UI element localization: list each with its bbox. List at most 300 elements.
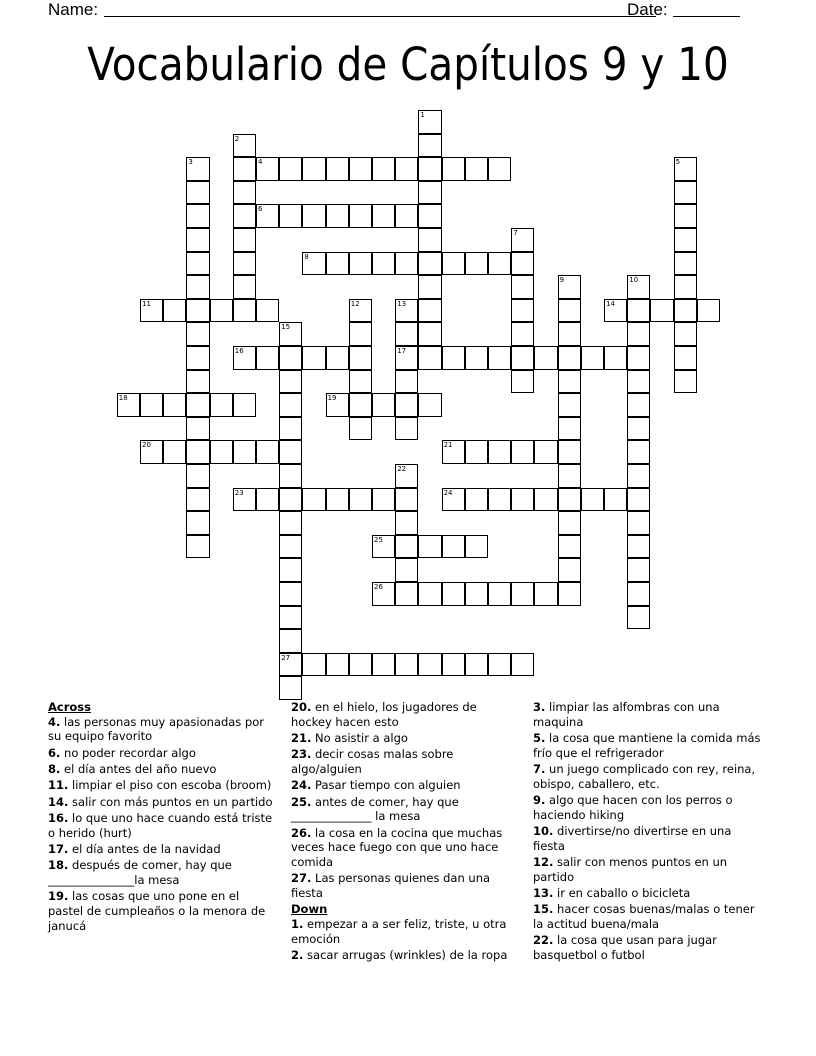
grid-cell[interactable] xyxy=(349,370,372,394)
grid-cell[interactable] xyxy=(302,204,325,228)
grid-cell[interactable] xyxy=(558,535,581,559)
grid-cell[interactable] xyxy=(279,629,302,653)
grid-cell[interactable] xyxy=(534,582,557,606)
grid-cell[interactable] xyxy=(627,511,650,535)
grid-cell[interactable] xyxy=(256,346,279,370)
grid-cell[interactable] xyxy=(465,535,488,559)
grid-cell[interactable] xyxy=(279,488,302,512)
clue-number: 10. xyxy=(533,824,554,838)
clue-number: 27. xyxy=(291,871,312,886)
clue-number: 12. xyxy=(533,855,554,869)
grid-cell[interactable] xyxy=(233,134,256,158)
clue-number: 24. xyxy=(291,778,312,793)
clue-column-1 xyxy=(48,700,276,935)
grid-cell[interactable] xyxy=(372,488,395,512)
grid-cell[interactable] xyxy=(627,322,650,346)
grid-cell[interactable] xyxy=(488,440,511,464)
clue-text: en el hielo, los jugadores de hockey hacen esto xyxy=(291,700,477,729)
grid-cell[interactable] xyxy=(186,204,209,228)
grid-cell[interactable] xyxy=(395,157,418,181)
grid-cell[interactable] xyxy=(372,204,395,228)
clue-number: 17 xyxy=(397,347,407,355)
grid-cell[interactable] xyxy=(256,204,279,228)
grid-cell[interactable] xyxy=(511,370,534,394)
clue-text: salir con menos puntos en un partido xyxy=(533,855,728,884)
grid-cell[interactable] xyxy=(442,440,465,464)
grid-cell[interactable] xyxy=(210,299,233,323)
grid-cell[interactable] xyxy=(558,440,581,464)
grid-cell[interactable] xyxy=(186,511,209,535)
grid-cell[interactable] xyxy=(349,204,372,228)
grid-cell[interactable] xyxy=(511,228,534,252)
clue-item xyxy=(48,715,276,744)
clue-number: 5. xyxy=(533,731,546,745)
clue-text: la cosa en la cocina que muchas veces hace fuego con que uno hace comida xyxy=(291,825,503,869)
grid-cell[interactable] xyxy=(186,181,209,205)
grid-cell[interactable] xyxy=(488,252,511,276)
clue-text: hacer cosas buenas/malas o tener la actitud buena/mala xyxy=(533,902,755,931)
clue-item xyxy=(533,793,761,822)
grid-cell[interactable] xyxy=(534,346,557,370)
clue-number: 4 xyxy=(258,158,263,167)
grid-cell[interactable] xyxy=(186,299,209,323)
grid-cell[interactable] xyxy=(326,346,349,370)
grid-cell[interactable] xyxy=(279,535,302,559)
grid-cell[interactable] xyxy=(627,346,650,370)
clue-item xyxy=(48,778,276,793)
grid-cell[interactable] xyxy=(372,157,395,181)
grid-cell[interactable] xyxy=(511,653,534,677)
grid-cell[interactable] xyxy=(558,464,581,488)
clue-number: 18 xyxy=(118,394,128,403)
clue-item xyxy=(291,700,519,729)
grid-cell[interactable] xyxy=(349,653,372,677)
clue-text: después de comer, hay que _______________la mesa xyxy=(48,858,232,887)
grid-cell[interactable] xyxy=(233,157,256,181)
clue-number: 9 xyxy=(559,276,565,285)
clue-item xyxy=(291,778,519,793)
clue-number: 14 xyxy=(606,299,615,308)
grid-cell[interactable] xyxy=(418,204,441,228)
clue-number: 23. xyxy=(291,747,312,762)
grid-cell[interactable] xyxy=(256,299,279,323)
grid-cell[interactable] xyxy=(279,322,302,346)
grid-cell[interactable] xyxy=(256,157,279,181)
grid-cell[interactable] xyxy=(186,440,209,464)
grid-cell[interactable] xyxy=(186,417,209,441)
grid-cell[interactable] xyxy=(395,535,418,559)
grid-cell[interactable] xyxy=(233,275,256,299)
grid-cell[interactable] xyxy=(395,558,418,582)
clue-text: no poder recordar algo xyxy=(64,745,196,760)
grid-cell[interactable] xyxy=(233,346,256,370)
grid-cell[interactable] xyxy=(558,346,581,370)
grid-cell[interactable] xyxy=(279,370,302,394)
grid-cell[interactable] xyxy=(534,488,557,512)
grid-cell[interactable] xyxy=(627,582,650,606)
grid-cell[interactable] xyxy=(558,488,581,512)
grid-cell[interactable] xyxy=(558,299,581,323)
grid-cell[interactable] xyxy=(581,488,604,512)
grid-cell[interactable] xyxy=(349,252,372,276)
clue-text: ir en caballo o bicicleta xyxy=(557,886,691,900)
grid-cell[interactable] xyxy=(279,606,302,630)
clue-number: 6. xyxy=(48,745,61,760)
clue-item xyxy=(291,871,519,900)
grid-cell[interactable] xyxy=(256,488,279,512)
grid-cell[interactable] xyxy=(511,488,534,512)
clue-text: antes de comer, hay que ______________ la mesa xyxy=(291,794,459,824)
grid-cell[interactable] xyxy=(349,322,372,346)
grid-cell[interactable] xyxy=(395,582,418,606)
grid-cell[interactable] xyxy=(186,346,209,370)
grid-cell[interactable] xyxy=(395,488,418,512)
grid-cell[interactable] xyxy=(627,558,650,582)
grid-cell[interactable] xyxy=(279,511,302,535)
clue-text: las cosas que uno pone en el pastel de cumpleaños o la menora de janucá xyxy=(48,889,266,933)
grid-cell[interactable] xyxy=(627,299,650,323)
grid-cell[interactable] xyxy=(395,299,418,323)
grid-cell[interactable] xyxy=(186,228,209,252)
grid-cell[interactable] xyxy=(674,322,697,346)
grid-cell[interactable] xyxy=(302,653,325,677)
grid-cell[interactable] xyxy=(558,558,581,582)
grid-cell[interactable] xyxy=(511,322,534,346)
grid-cell[interactable] xyxy=(279,204,302,228)
clue-text: sacar arrugas (wrinkles) de la ropa xyxy=(307,948,508,962)
clue-item xyxy=(48,795,276,810)
grid-cell[interactable] xyxy=(674,370,697,394)
grid-cell[interactable] xyxy=(372,252,395,276)
grid-cell[interactable] xyxy=(488,653,511,677)
grid-cell[interactable] xyxy=(418,228,441,252)
grid-cell[interactable] xyxy=(395,204,418,228)
grid-cell[interactable] xyxy=(465,346,488,370)
grid-cell[interactable] xyxy=(233,440,256,464)
clue-number: 11 xyxy=(142,299,151,308)
grid-cell[interactable] xyxy=(674,204,697,228)
grid-cell[interactable] xyxy=(627,606,650,630)
grid-cell[interactable] xyxy=(163,299,186,323)
grid-cell[interactable] xyxy=(488,157,511,181)
grid-cell[interactable] xyxy=(418,535,441,559)
clue-number: 2 xyxy=(234,134,240,143)
clue-item xyxy=(48,811,276,840)
grid-cell[interactable] xyxy=(627,464,650,488)
grid-cell[interactable] xyxy=(279,417,302,441)
grid-cell[interactable] xyxy=(279,346,302,370)
grid-cell[interactable] xyxy=(349,157,372,181)
clue-text: Las personas quienes dan una fiesta xyxy=(291,871,491,900)
grid-cell[interactable] xyxy=(326,252,349,276)
grid-cell[interactable] xyxy=(117,393,140,417)
clue-number: 12 xyxy=(350,299,360,308)
date-label: Date: xyxy=(627,0,668,19)
grid-cell[interactable] xyxy=(279,558,302,582)
grid-cell[interactable] xyxy=(674,299,697,323)
grid-cell[interactable] xyxy=(186,322,209,346)
clue-number: 1. xyxy=(291,917,304,931)
name-label: Name: xyxy=(48,0,99,19)
clue-text: divertirse/no divertirse en una fiesta xyxy=(533,824,732,853)
grid-cell[interactable] xyxy=(465,440,488,464)
grid-cell[interactable] xyxy=(186,252,209,276)
grid-cell[interactable] xyxy=(395,653,418,677)
clue-item xyxy=(533,902,761,931)
clue-number: 8. xyxy=(48,762,61,776)
grid-cell[interactable] xyxy=(511,299,534,323)
grid-cell[interactable] xyxy=(558,393,581,417)
grid-cell[interactable] xyxy=(674,157,697,181)
grid-cell[interactable] xyxy=(186,370,209,394)
grid-cell[interactable] xyxy=(140,440,163,464)
clue-item xyxy=(48,746,276,761)
grid-cell[interactable] xyxy=(395,417,418,441)
grid-cell[interactable] xyxy=(465,157,488,181)
grid-cell[interactable] xyxy=(233,181,256,205)
grid-cell[interactable] xyxy=(604,299,627,323)
grid-cell[interactable] xyxy=(627,440,650,464)
grid-cell[interactable] xyxy=(233,488,256,512)
clue-text: limpiar el piso con escoba (broom) xyxy=(72,778,272,793)
grid-cell[interactable] xyxy=(674,275,697,299)
grid-cell[interactable] xyxy=(256,440,279,464)
clue-number: 7 xyxy=(513,229,518,237)
grid-cell[interactable] xyxy=(627,393,650,417)
grid-cell[interactable] xyxy=(465,653,488,677)
clue-number: 3 xyxy=(188,158,193,167)
grid-cell[interactable] xyxy=(395,511,418,535)
grid-cell[interactable] xyxy=(465,488,488,512)
grid-cell[interactable] xyxy=(581,346,604,370)
grid-cell[interactable] xyxy=(442,346,465,370)
grid-cell[interactable] xyxy=(395,393,418,417)
grid-cell[interactable] xyxy=(697,299,720,323)
grid-cell[interactable] xyxy=(210,393,233,417)
clue-text: No asistir a algo xyxy=(315,731,408,745)
clue-item xyxy=(533,700,761,729)
grid-cell[interactable] xyxy=(511,582,534,606)
clue-number: 3. xyxy=(533,700,546,714)
clue-item xyxy=(533,886,761,901)
grid-cell[interactable] xyxy=(140,393,163,417)
grid-cell[interactable] xyxy=(279,653,302,677)
clue-column-3 xyxy=(533,700,761,964)
grid-cell[interactable] xyxy=(326,488,349,512)
grid-cell[interactable] xyxy=(418,252,441,276)
grid-cell[interactable] xyxy=(326,157,349,181)
clue-item xyxy=(533,824,761,853)
grid-cell[interactable] xyxy=(674,252,697,276)
clue-number: 16. xyxy=(48,810,69,825)
grid-cell[interactable] xyxy=(418,582,441,606)
grid-cell[interactable] xyxy=(349,393,372,417)
grid-cell[interactable] xyxy=(163,440,186,464)
grid-cell[interactable] xyxy=(418,181,441,205)
clue-item xyxy=(48,889,276,933)
grid-cell[interactable] xyxy=(418,110,441,134)
clue-text: las personas muy apasionadas por su equipo favorito xyxy=(48,714,264,744)
grid-cell[interactable] xyxy=(627,275,650,299)
clue-number: 4. xyxy=(48,714,61,729)
grid-cell[interactable] xyxy=(395,346,418,370)
grid-cell[interactable] xyxy=(418,134,441,158)
grid-cell[interactable] xyxy=(279,393,302,417)
grid-cell[interactable] xyxy=(233,228,256,252)
clue-item xyxy=(533,855,761,884)
clue-number: 13. xyxy=(533,886,554,900)
clue-text: la cosa que usan para jugar basquetbol o futbol xyxy=(533,933,717,962)
grid-cell[interactable] xyxy=(279,440,302,464)
clue-number: 5 xyxy=(675,158,681,167)
grid-cell[interactable] xyxy=(186,464,209,488)
grid-cell[interactable] xyxy=(395,322,418,346)
clue-item xyxy=(291,948,519,963)
grid-cell[interactable] xyxy=(558,582,581,606)
grid-cell[interactable] xyxy=(163,393,186,417)
clue-number: 13 xyxy=(397,299,407,308)
grid-cell[interactable] xyxy=(442,252,465,276)
grid-cell[interactable] xyxy=(604,346,627,370)
grid-cell[interactable] xyxy=(418,157,441,181)
clue-section-heading: Down xyxy=(291,902,328,917)
grid-cell[interactable] xyxy=(627,370,650,394)
grid-cell[interactable] xyxy=(442,653,465,677)
grid-cell[interactable] xyxy=(511,346,534,370)
grid-cell[interactable] xyxy=(349,417,372,441)
grid-cell[interactable] xyxy=(418,653,441,677)
clue-item xyxy=(533,731,761,760)
clue-number: 21 xyxy=(443,441,453,450)
grid-cell[interactable] xyxy=(488,488,511,512)
grid-cell[interactable] xyxy=(395,252,418,276)
grid-cell[interactable] xyxy=(511,252,534,276)
clue-item xyxy=(48,858,276,887)
grid-cell[interactable] xyxy=(302,157,325,181)
grid-cell[interactable] xyxy=(442,582,465,606)
grid-cell[interactable] xyxy=(627,417,650,441)
clue-text: salir con más puntos en un partido xyxy=(72,794,273,809)
clue-item xyxy=(291,731,519,746)
grid-cell[interactable] xyxy=(233,393,256,417)
grid-cell[interactable] xyxy=(674,346,697,370)
grid-cell[interactable] xyxy=(418,299,441,323)
clue-item xyxy=(48,842,276,857)
clue-number: 15 xyxy=(281,323,291,332)
grid-cell[interactable] xyxy=(233,204,256,228)
grid-cell[interactable] xyxy=(372,393,395,417)
grid-cell[interactable] xyxy=(233,299,256,323)
clue-number: 7. xyxy=(533,762,546,776)
clue-number: 9. xyxy=(533,793,546,807)
grid-cell[interactable] xyxy=(326,204,349,228)
grid-cell[interactable] xyxy=(442,157,465,181)
grid-cell[interactable] xyxy=(302,488,325,512)
grid-cell[interactable] xyxy=(558,417,581,441)
grid-cell[interactable] xyxy=(674,228,697,252)
clue-number: 25 xyxy=(374,535,383,544)
clue-number: 27 xyxy=(281,653,291,662)
clue-number: 15. xyxy=(533,902,554,917)
clue-number: 2. xyxy=(291,948,304,962)
grid-cell[interactable] xyxy=(233,252,256,276)
grid-cell[interactable] xyxy=(349,299,372,323)
grid-cell[interactable] xyxy=(465,252,488,276)
grid-cell[interactable] xyxy=(186,275,209,299)
grid-cell[interactable] xyxy=(186,157,209,181)
grid-cell[interactable] xyxy=(488,346,511,370)
grid-cell[interactable] xyxy=(140,299,163,323)
grid-cell[interactable] xyxy=(186,393,209,417)
grid-cell[interactable] xyxy=(210,440,233,464)
clue-number: 19 xyxy=(327,394,337,403)
grid-cell[interactable] xyxy=(279,464,302,488)
grid-cell[interactable] xyxy=(558,370,581,394)
clue-number: 26 xyxy=(374,583,383,591)
grid-cell[interactable] xyxy=(326,653,349,677)
grid-cell[interactable] xyxy=(558,322,581,346)
grid-cell[interactable] xyxy=(627,535,650,559)
grid-cell[interactable] xyxy=(349,488,372,512)
clue-item xyxy=(291,795,519,824)
grid-cell[interactable] xyxy=(534,440,557,464)
grid-cell[interactable] xyxy=(558,511,581,535)
grid-cell[interactable] xyxy=(674,181,697,205)
clue-number: 18. xyxy=(48,858,69,873)
grid-cell[interactable] xyxy=(279,582,302,606)
grid-cell[interactable] xyxy=(442,488,465,512)
grid-cell[interactable] xyxy=(372,535,395,559)
grid-cell[interactable] xyxy=(442,535,465,559)
grid-cell[interactable] xyxy=(326,393,349,417)
clue-number: 16 xyxy=(234,347,244,355)
grid-cell[interactable] xyxy=(418,346,441,370)
grid-cell[interactable] xyxy=(558,275,581,299)
grid-cell[interactable] xyxy=(627,488,650,512)
grid-cell[interactable] xyxy=(488,582,511,606)
clue-section-heading: Across xyxy=(48,700,91,714)
clue-number: 14. xyxy=(48,794,69,809)
clue-text: un juego complicado con rey, reina, obispo, caballero, etc. xyxy=(533,762,756,791)
grid-cell[interactable] xyxy=(418,275,441,299)
grid-cell[interactable] xyxy=(418,393,441,417)
clue-number: 8 xyxy=(304,252,309,261)
clue-item xyxy=(48,762,276,777)
grid-cell[interactable] xyxy=(302,252,325,276)
grid-cell[interactable] xyxy=(302,346,325,370)
grid-cell[interactable] xyxy=(372,582,395,606)
grid-cell[interactable] xyxy=(372,653,395,677)
grid-cell[interactable] xyxy=(349,346,372,370)
grid-cell[interactable] xyxy=(279,676,302,700)
grid-cell[interactable] xyxy=(395,464,418,488)
grid-cell[interactable] xyxy=(279,157,302,181)
clue-number: 20. xyxy=(291,700,312,714)
grid-cell[interactable] xyxy=(650,299,673,323)
grid-cell[interactable] xyxy=(186,488,209,512)
grid-cell[interactable] xyxy=(395,370,418,394)
grid-cell[interactable] xyxy=(511,275,534,299)
grid-cell[interactable] xyxy=(511,440,534,464)
clue-item xyxy=(533,762,761,791)
clue-text: el día antes de la navidad xyxy=(72,841,221,856)
clue-item xyxy=(291,747,519,776)
grid-cell[interactable] xyxy=(418,322,441,346)
grid-cell[interactable] xyxy=(465,582,488,606)
grid-cell[interactable] xyxy=(186,535,209,559)
clue-text: decir cosas malas sobre algo/alguien xyxy=(291,747,454,776)
grid-cell[interactable] xyxy=(604,488,627,512)
